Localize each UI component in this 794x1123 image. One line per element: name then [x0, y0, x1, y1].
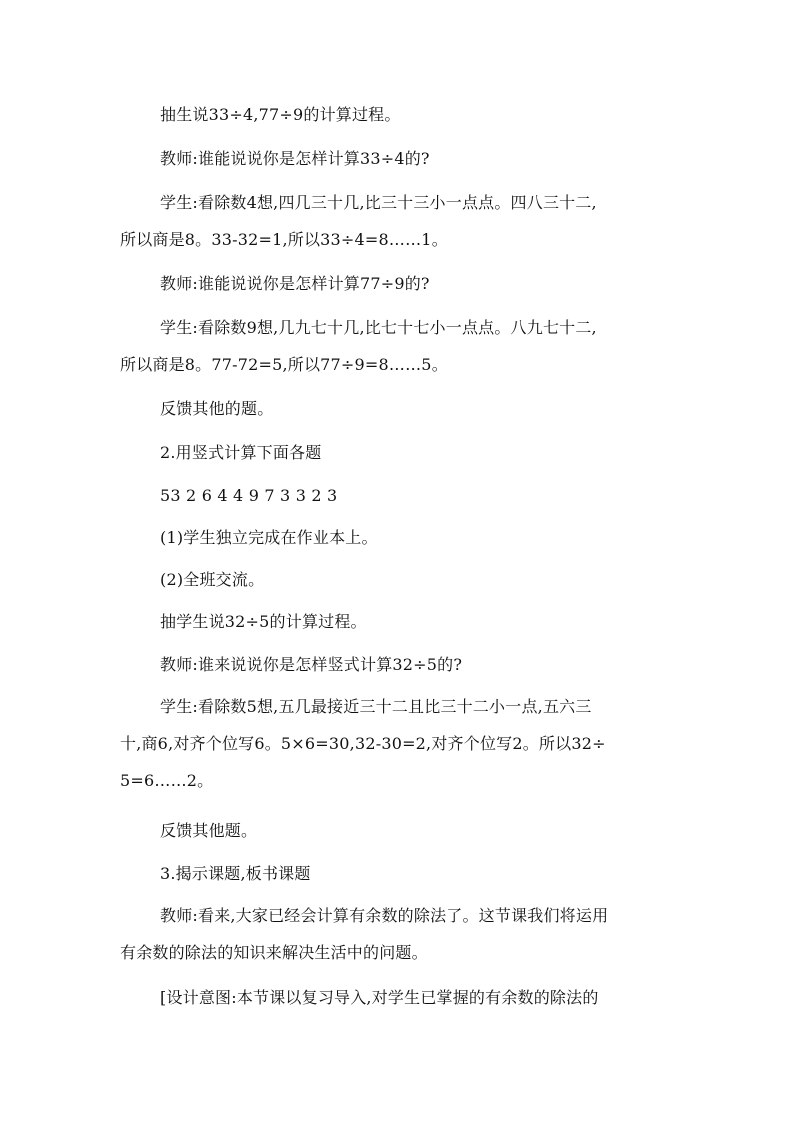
paragraph — [120, 979, 680, 1016]
paragraph — [120, 184, 680, 258]
text-line: 学生:看除数9想,几九七十几,比七十七小一点点。八九七十二, — [160, 318, 597, 337]
paragraph — [120, 561, 680, 598]
text-line: 3.揭示课题,板书课题 — [160, 864, 311, 883]
paragraph — [120, 265, 680, 302]
paragraph — [120, 140, 680, 177]
text-line: 教师:谁能说说你是怎样计算77÷9的? — [160, 274, 430, 293]
paragraph — [120, 477, 680, 514]
paragraph — [120, 688, 680, 799]
paragraph — [120, 646, 680, 683]
text-line: 所以商是8。33-32=1,所以33÷4=8……1。 — [120, 230, 448, 249]
text-line: 教师:谁来说说你是怎样竖式计算32÷5的? — [160, 655, 463, 674]
paragraph — [120, 812, 680, 849]
text-line: 反馈其他题。 — [160, 821, 258, 840]
text-line: 抽生说33÷4,77÷9的计算过程。 — [160, 105, 401, 124]
paragraph — [120, 390, 680, 427]
paragraph — [120, 855, 680, 892]
text-line: 教师:看来,大家已经会计算有余数的除法了。这节课我们将运用 — [160, 906, 609, 925]
paragraph — [120, 897, 680, 971]
text-line: 有余数的除法的知识来解决生活中的问题。 — [120, 943, 428, 962]
text-line: 教师:谁能说说你是怎样计算33÷4的? — [160, 149, 430, 168]
paragraph — [120, 96, 680, 133]
text-line: 反馈其他的题。 — [160, 399, 274, 418]
paragraph — [120, 434, 680, 471]
text-line: 53 2 6 4 4 9 7 3 3 2 3 — [160, 486, 338, 505]
paragraph — [120, 309, 680, 383]
text-line: (2)全班交流。 — [160, 570, 265, 589]
text-line: 学生:看除数5想,五几最接近三十二且比三十二小一点,五六三 — [160, 697, 592, 716]
text-line: 学生:看除数4想,四几三十几,比三十三小一点点。四八三十二, — [160, 193, 597, 212]
text-line: 抽学生说32÷5的计算过程。 — [160, 612, 367, 631]
paragraph — [120, 519, 680, 556]
paragraph — [120, 603, 680, 640]
text-line: 所以商是8。77-72=5,所以77÷9=8……5。 — [120, 355, 448, 374]
text-line: 十,商6,对齐个位写6。5×6=30,32-30=2,对齐个位写2。所以32÷ — [120, 734, 606, 753]
text-line: [设计意图:本节课以复习导入,对学生已掌握的有余数的除法的 — [160, 988, 599, 1007]
text-line: (1)学生独立完成在作业本上。 — [160, 528, 378, 547]
text-line: 5=6……2。 — [120, 771, 214, 790]
text-line: 2.用竖式计算下面各题 — [160, 443, 322, 462]
